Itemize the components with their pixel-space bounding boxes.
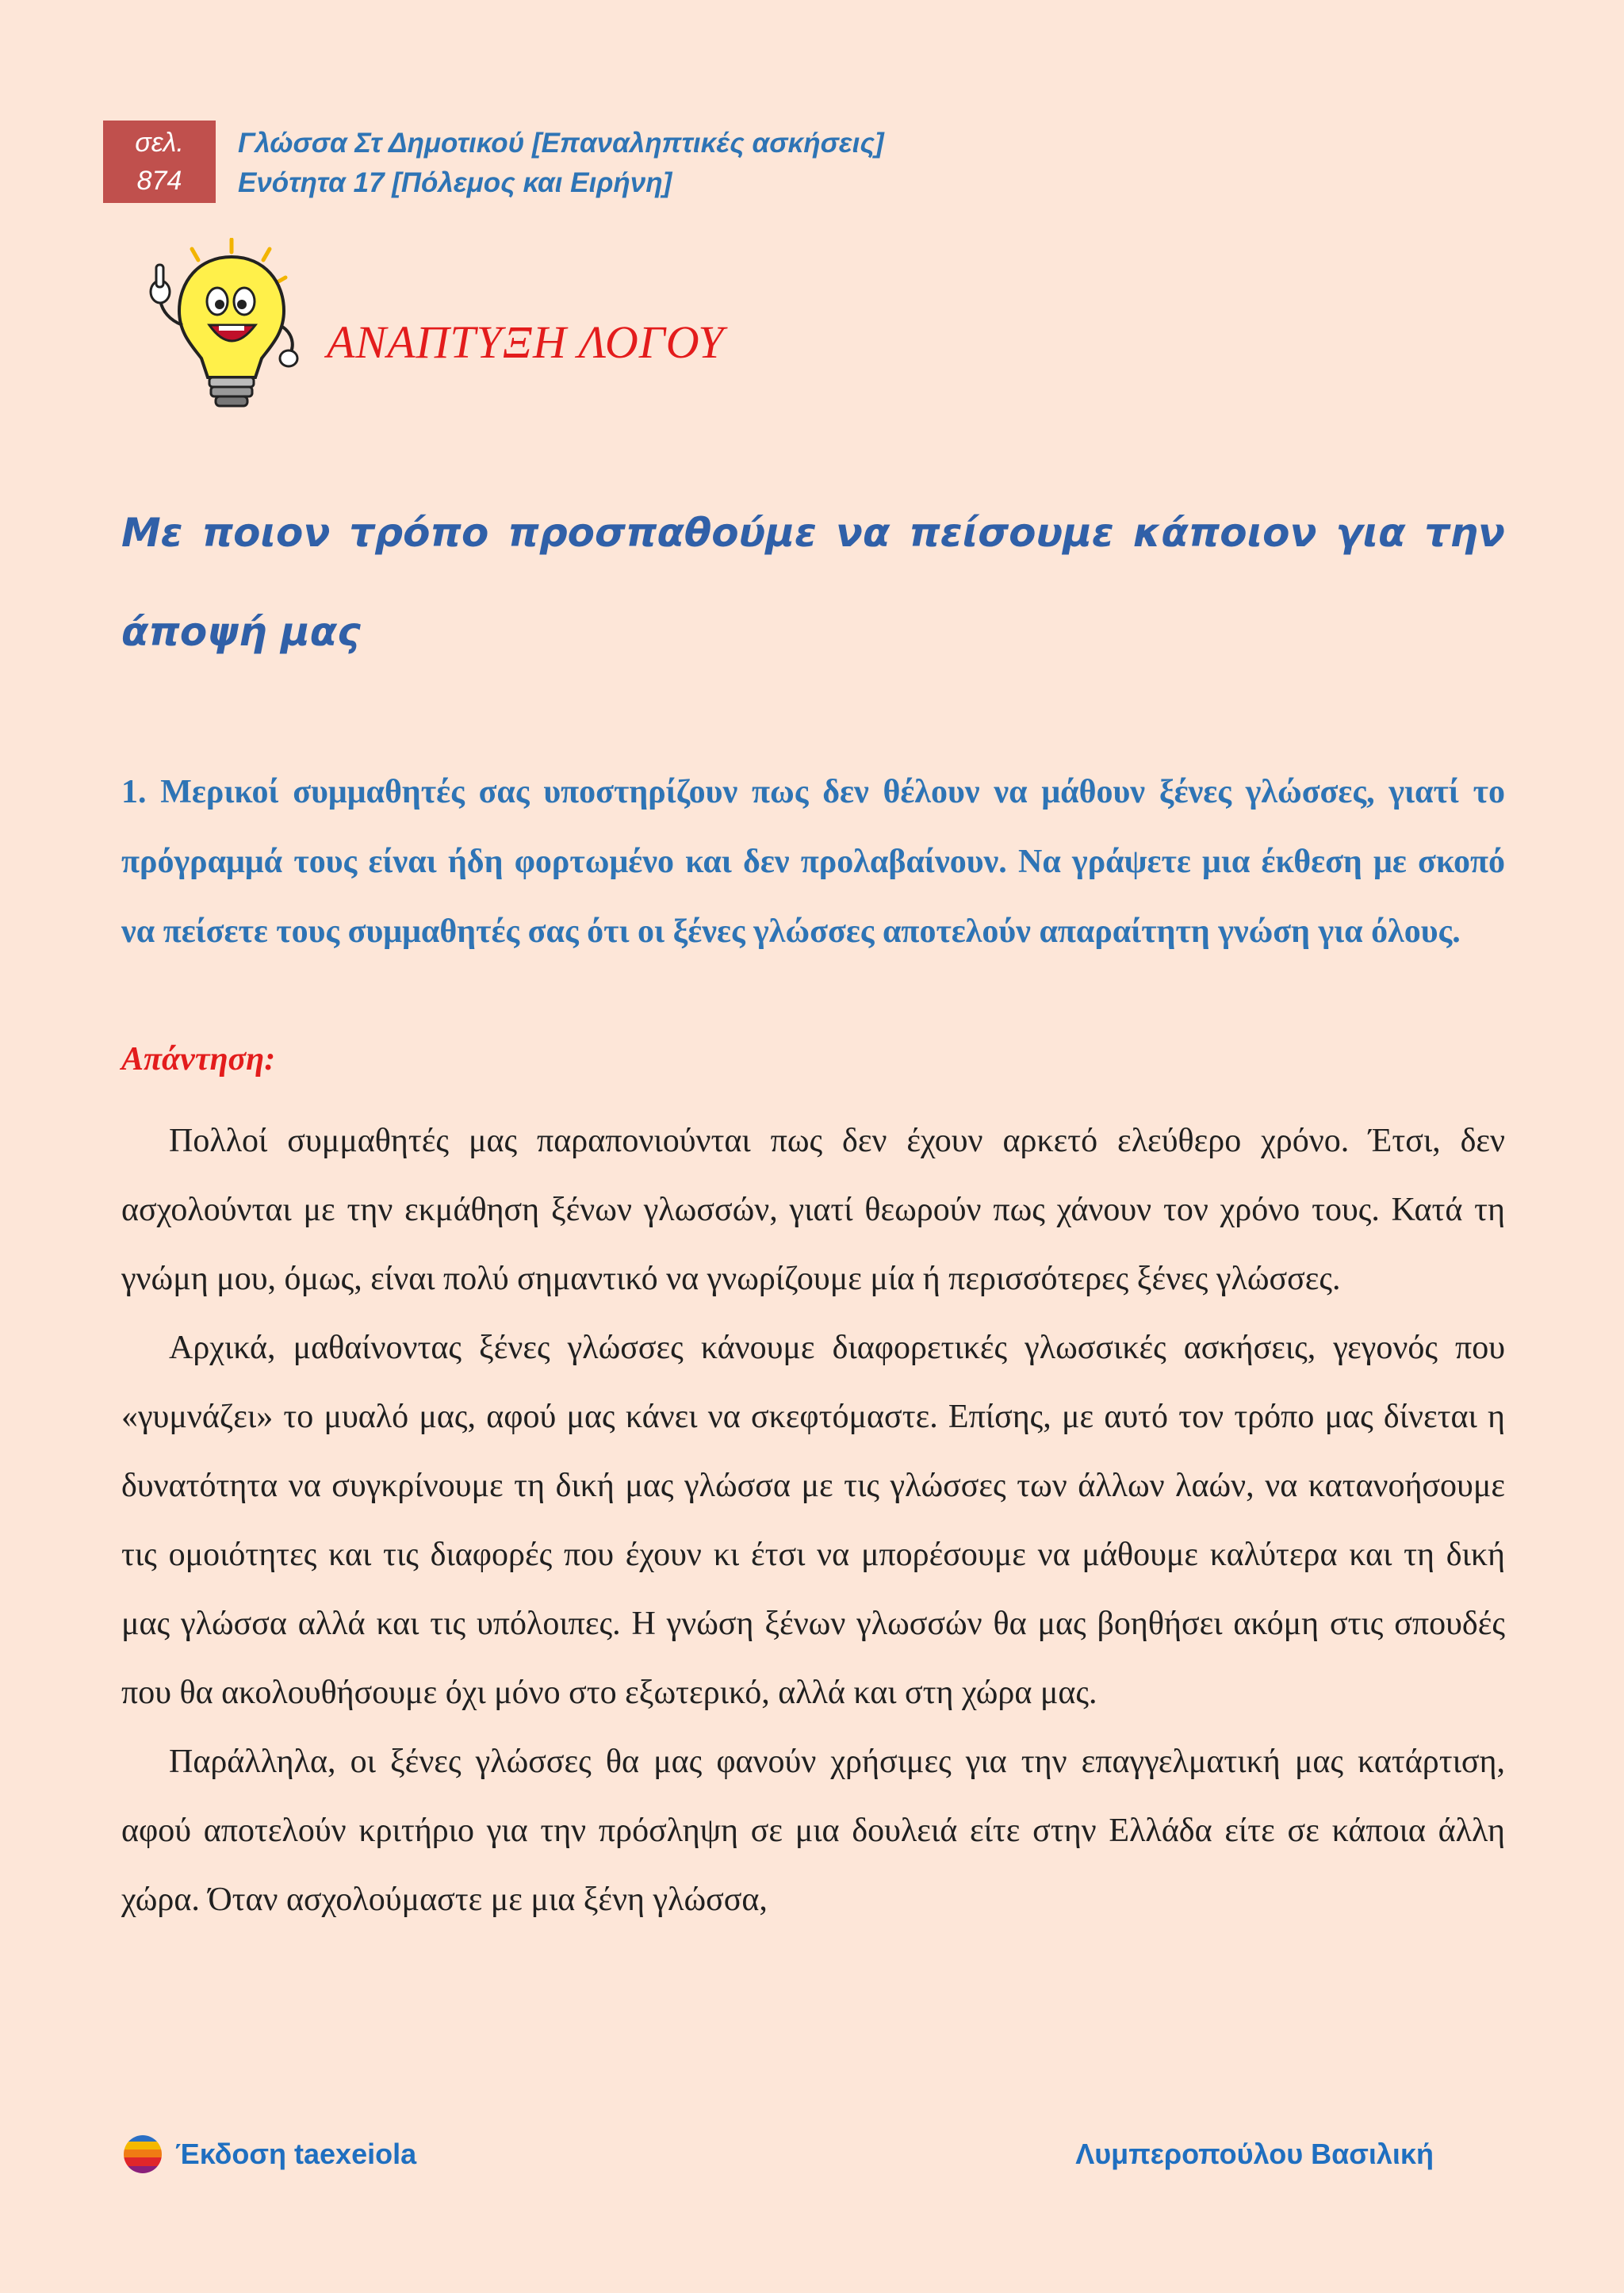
page-label: σελ.	[135, 128, 184, 158]
answer-label: Απάντηση:	[121, 1041, 276, 1078]
answer-paragraph: Αρχικά, μαθαίνοντας ξένες γλώσσες κάνουμε διαφορετικές γλωσσικές ασκήσεις, γεγονός που «γυμνάζει» το μυαλό μας, αφού μας κάνει να σκεφτόμαστε. Επίσης, με αυτό τον τρόπο μας δίνεται η δυνατότητα να συγκρίνουμε τη δική μας γλώσσα με τις γλώσσες των άλλων λαών, να κατανοήσουμε τις ομοιότητες και τις διαφορές που έχουν κι έτσι να μπορέσουμε να μάθουμε καλύτερα και τη δική μας γλώσσα αλλά και τις υπόλοιπες. Η γνώση ξένων γλωσσών θα μας βοηθήσει ακόμη στις σπουδές που θα ακολουθήσουμε όχι μόνο στο εξωτερικό, αλλά και στη χώρα μας.	[121, 1330, 1505, 1711]
exercise-question: 1. Μερικοί συμμαθητές σας υποστηρίζουν πως δεν θέλουν να μάθουν ξένες γλώσσες, γιατί το πρόγραμμά τους είναι ήδη φορτωμένο και δεν προλαβαίνουν. Να γράψετε μια έκθεση με σκοπό να πείσετε τους συμμαθητές σας ότι οι ξένες γλώσσες αποτελούν απαραίτητη γνώση για όλους.	[121, 774, 1505, 950]
author-name: Λυμπεροπούλου Βασιλική	[1075, 2138, 1434, 2170]
page-number: 874	[136, 166, 182, 196]
section-heading: ΑΝΑΠΤΥΞΗ ΛΟΓΟΥ	[327, 316, 725, 368]
answer-paragraph: Πολλοί συμμαθητές μας παραπονιούνται πως δεν έχουν αρκετό ελεύθερο χρόνο. Έτσι, δεν ασχολούνται με την εκμάθηση ξένων γλωσσών, γιατί θεωρούν πως χάνουν τον χρόνο τους. Κατά τη γνώμη μου, όμως, είναι πολύ σημαντικό να γνωρίζουμε μία ή περισσότερες ξένες γλώσσες.	[121, 1123, 1505, 1297]
topic-title: Με ποιον τρόπο προσπαθούμε να πείσουμε κάποιον για την άποψή μας	[121, 510, 1505, 655]
lightbulb-mascot-icon	[143, 238, 301, 412]
header-titles	[238, 124, 884, 203]
page-number-badge	[103, 121, 216, 203]
footer-publisher	[121, 2133, 416, 2176]
header-title-line1: Γλώσσα Στ Δημοτικού [Επαναληπτικές ασκήσεις]	[238, 128, 884, 159]
answer-paragraph: Παράλληλα, οι ξένες γλώσσες θα μας φανούν χρήσιμες για την επαγγελματική μας κατάρτιση, αφού αποτελούν κριτήριο για την πρόσληψη σε μια δουλειά είτε στην Ελλάδα είτε σε κάποια άλλη χώρα. Όταν ασχολούμαστε με μια ξένη γλώσσα,	[121, 1744, 1505, 1918]
publisher-text: Έκδοση taexeiola	[175, 2138, 417, 2170]
answer-body	[121, 1107, 1505, 1935]
striped-ball-logo-icon	[121, 2133, 164, 2176]
header-title-line2: Ενότητα 17 [Πόλεμος και Ειρήνη]	[238, 167, 672, 198]
